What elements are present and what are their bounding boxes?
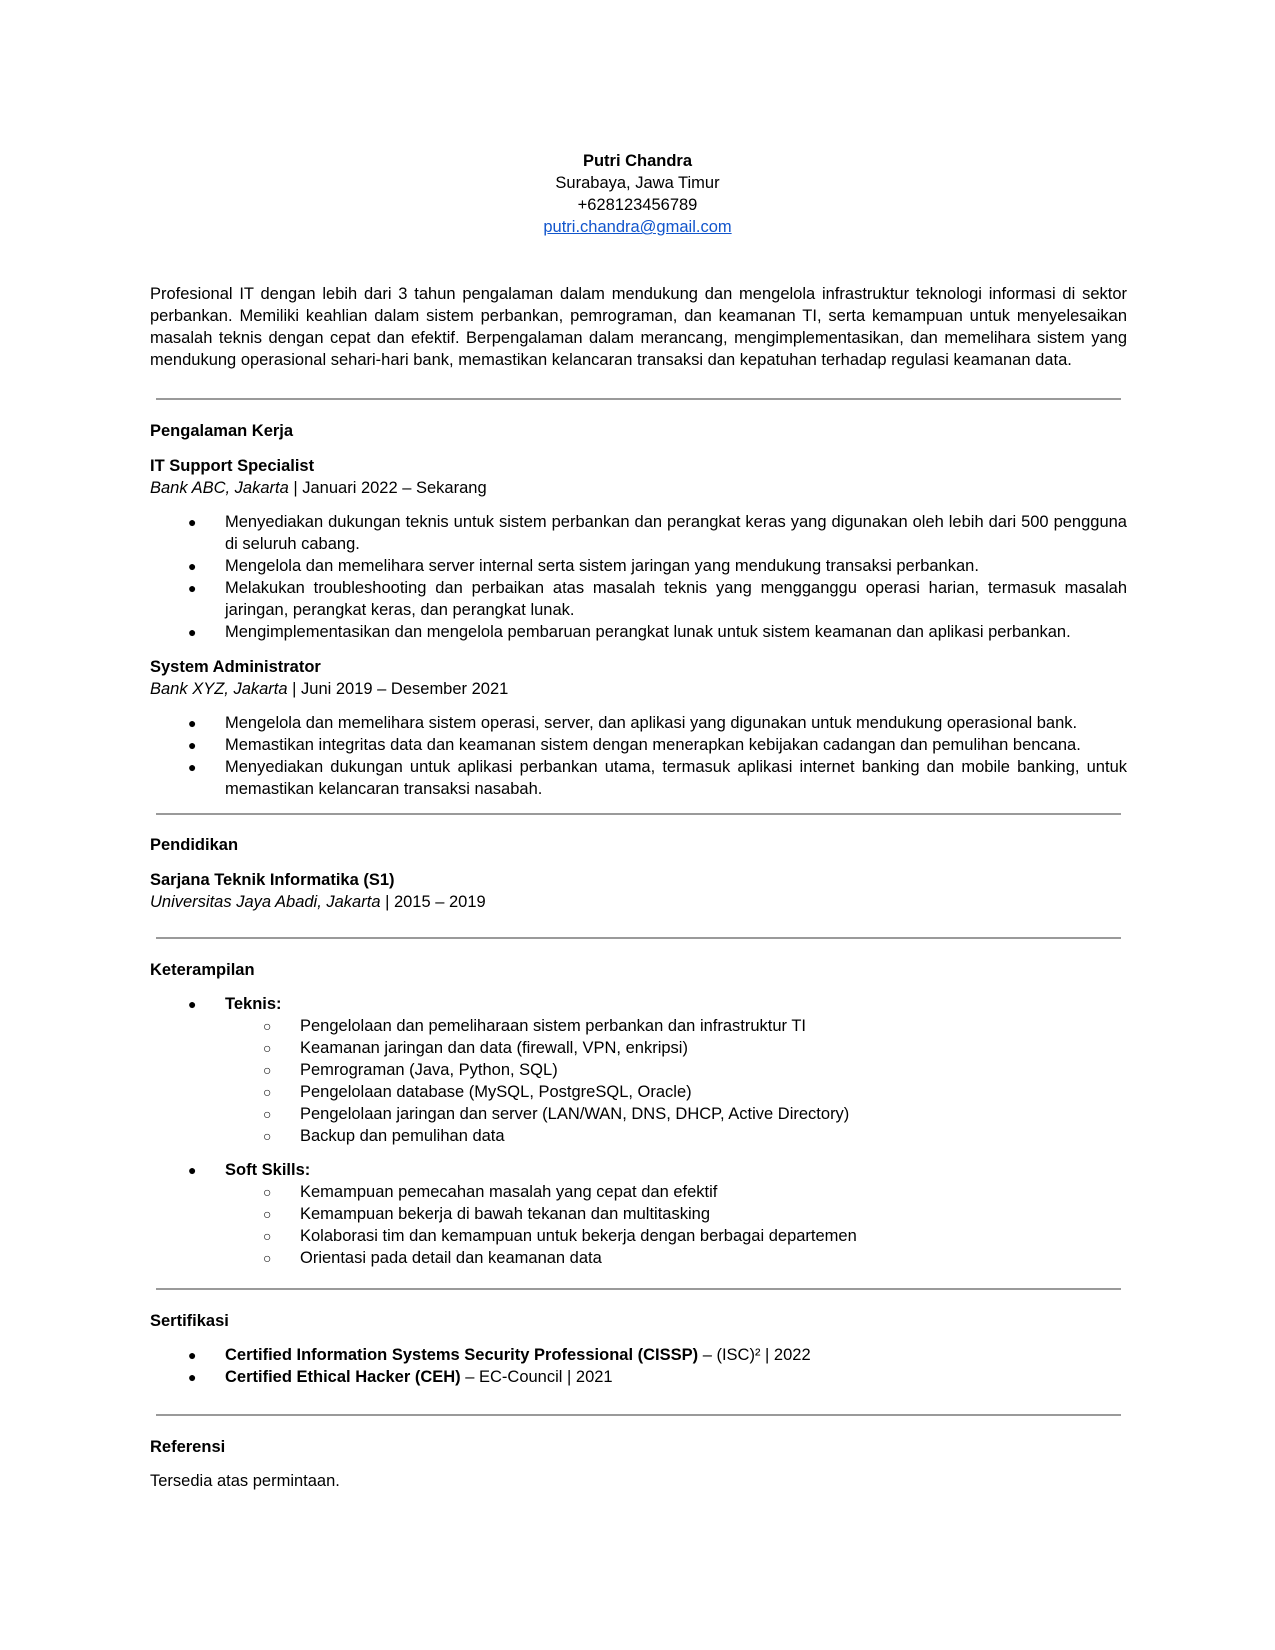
list-item: ● Menyediakan dukungan untuk aplikasi perbankan utama, termasuk aplikasi internet banking dan mobile banking, untuk memastikan kelancaran transaksi nasabah. — [188, 758, 1127, 798]
section-divider — [156, 398, 1121, 400]
bullet-icon: ● — [188, 715, 197, 731]
soft-skills-block — [150, 1159, 1127, 1269]
list-item: ○ Kemampuan bekerja di bawah tekanan dan multitasking — [263, 1205, 711, 1223]
candidate-email-link[interactable]: putri.chandra@gmail.com — [543, 218, 732, 236]
job-company-1: Bank ABC, Jakarta — [150, 479, 289, 497]
list-item: ○ Keamanan jaringan dan data (firewall, VPN, enkripsi) — [263, 1039, 688, 1057]
experience-section-title: Pengalaman Kerja — [150, 422, 294, 440]
references-section-title: Referensi — [150, 1438, 226, 1456]
list-item: ● Memastikan integritas data dan keamanan sistem dengan menerapkan kebijakan cadangan dan pemulihan bencana. — [188, 736, 1081, 754]
certifications-section-title: Sertifikasi — [150, 1312, 229, 1330]
candidate-phone: +628123456789 — [577, 196, 698, 214]
job-title-2: System Administrator — [150, 658, 321, 676]
circle-bullet-icon: ○ — [263, 1084, 272, 1100]
job-meta-2 — [150, 678, 508, 700]
list-item: ● Mengelola dan memelihara sistem operasi, server, dan aplikasi yang digunakan untuk mendukung operasional bank. — [188, 714, 1078, 732]
technical-skills-list — [225, 1015, 1127, 1147]
list-item: ● Mengelola dan memelihara server internal serta sistem jaringan yang mendukung transaksi perbankan. — [188, 557, 979, 575]
education-section-title: Pendidikan — [150, 836, 239, 854]
degree-title: Sarjana Teknik Informatika (S1) — [150, 871, 395, 889]
circle-bullet-icon: ○ — [263, 1184, 272, 1200]
job-company-2: Bank XYZ, Jakarta — [150, 680, 288, 698]
job-title-1: IT Support Specialist — [150, 457, 315, 475]
bullet-icon: ● — [188, 759, 197, 775]
circle-bullet-icon: ○ — [263, 1106, 272, 1122]
list-item: ● Menyediakan dukungan teknis untuk sistem perbankan dan perangkat keras yang digunakan oleh lebih dari 500 pengguna di seluruh cabang. — [188, 513, 1127, 553]
job-bullets-2 — [150, 712, 1127, 800]
section-divider — [156, 1414, 1121, 1416]
list-item: ○ Pengelolaan dan pemeliharaan sistem perbankan dan infrastruktur TI — [263, 1017, 807, 1035]
job-period-2: | Juni 2019 – Desember 2021 — [287, 680, 509, 698]
circle-bullet-icon: ○ — [263, 1040, 272, 1056]
candidate-location: Surabaya, Jawa Timur — [555, 174, 720, 192]
list-item: ○ Kolaborasi tim dan kemampuan untuk bekerja dengan berbagai departemen — [263, 1227, 857, 1245]
list-item: ● Mengimplementasikan dan mengelola pembaruan perangkat lunak untuk sistem keamanan dan aplikasi perbankan. — [188, 623, 1071, 641]
school-name: Universitas Jaya Abadi, Jakarta — [150, 893, 381, 911]
list-item: ○ Pengelolaan database (MySQL, PostgreSQL, Oracle) — [263, 1083, 692, 1101]
section-divider — [156, 1288, 1121, 1290]
bullet-icon: ● — [188, 737, 197, 753]
education-meta — [150, 891, 486, 913]
candidate-name: Putri Chandra — [582, 152, 693, 170]
list-item: ○ Pengelolaan jaringan dan server (LAN/WAN, DNS, DHCP, Active Directory) — [263, 1105, 850, 1123]
list-item — [150, 1159, 1127, 1269]
list-item — [150, 993, 1127, 1147]
bullet-icon: ● — [188, 514, 197, 530]
soft-skills-list — [225, 1181, 1127, 1269]
contact-header — [0, 150, 1275, 238]
job-bullets-1 — [150, 511, 1127, 643]
section-divider — [156, 937, 1121, 939]
professional-summary: Profesional IT dengan lebih dari 3 tahun pengalaman dalam mendukung dan mengelola infrastruktur teknologi informasi di sektor perbankan. Memiliki keahlian dalam sistem perbankan, pemrograman, dan keamanan TI, serta kemampuan untuk menyelesaikan masalah teknis dengan cepat dan efektif. Berpengalaman dalam merancang, mengimplementasikan, dan memelihara sistem yang mendukung operasional sehari-hari bank, memastikan kelancaran transaksi dan kepatuhan terhadap regulasi keamanan data. — [150, 285, 1127, 369]
list-item: ● Certified Information Systems Security Professional (CISSP) – (ISC)² | 2022 — [188, 1346, 811, 1364]
bullet-icon: ● — [188, 580, 197, 596]
skills-section-title: Keterampilan — [150, 961, 255, 979]
education-period: | 2015 – 2019 — [380, 893, 486, 911]
circle-bullet-icon: ○ — [263, 1018, 272, 1034]
circle-bullet-icon: ○ — [263, 1228, 272, 1244]
list-item: ○ Kemampuan pemecahan masalah yang cepat dan efektif — [263, 1183, 718, 1201]
circle-bullet-icon: ○ — [263, 1062, 272, 1078]
references-text: Tersedia atas permintaan. — [150, 1472, 340, 1490]
bullet-icon: ● — [188, 624, 197, 640]
section-divider — [156, 813, 1121, 815]
list-item: ○ Orientasi pada detail dan keamanan data — [263, 1249, 602, 1267]
bullet-icon: ● — [188, 1347, 197, 1363]
list-item: ○ Pemrograman (Java, Python, SQL) — [263, 1061, 558, 1079]
list-item: ○ Backup dan pemulihan data — [263, 1127, 505, 1145]
list-item: ● Melakukan troubleshooting dan perbaikan atas masalah teknis yang mengganggu operasi harian, termasuk masalah jaringan, perangkat keras, dan perangkat lunak. — [188, 579, 1127, 619]
skills-list — [150, 993, 1127, 1147]
job-meta-1 — [150, 477, 487, 499]
circle-bullet-icon: ○ — [263, 1206, 272, 1222]
certifications-list — [150, 1344, 1127, 1388]
circle-bullet-icon: ○ — [263, 1128, 272, 1144]
bullet-icon: ● — [188, 558, 197, 574]
list-item: ● Certified Ethical Hacker (CEH) – EC-Council | 2021 — [188, 1368, 613, 1386]
circle-bullet-icon: ○ — [263, 1250, 272, 1266]
bullet-icon: ● — [188, 1162, 197, 1178]
job-period-1: | Januari 2022 – Sekarang — [288, 479, 487, 497]
soft-skills-label: Soft Skills: — [225, 1161, 311, 1179]
bullet-icon: ● — [188, 996, 197, 1012]
technical-skills-label: Teknis: — [225, 995, 282, 1013]
bullet-icon: ● — [188, 1369, 197, 1385]
